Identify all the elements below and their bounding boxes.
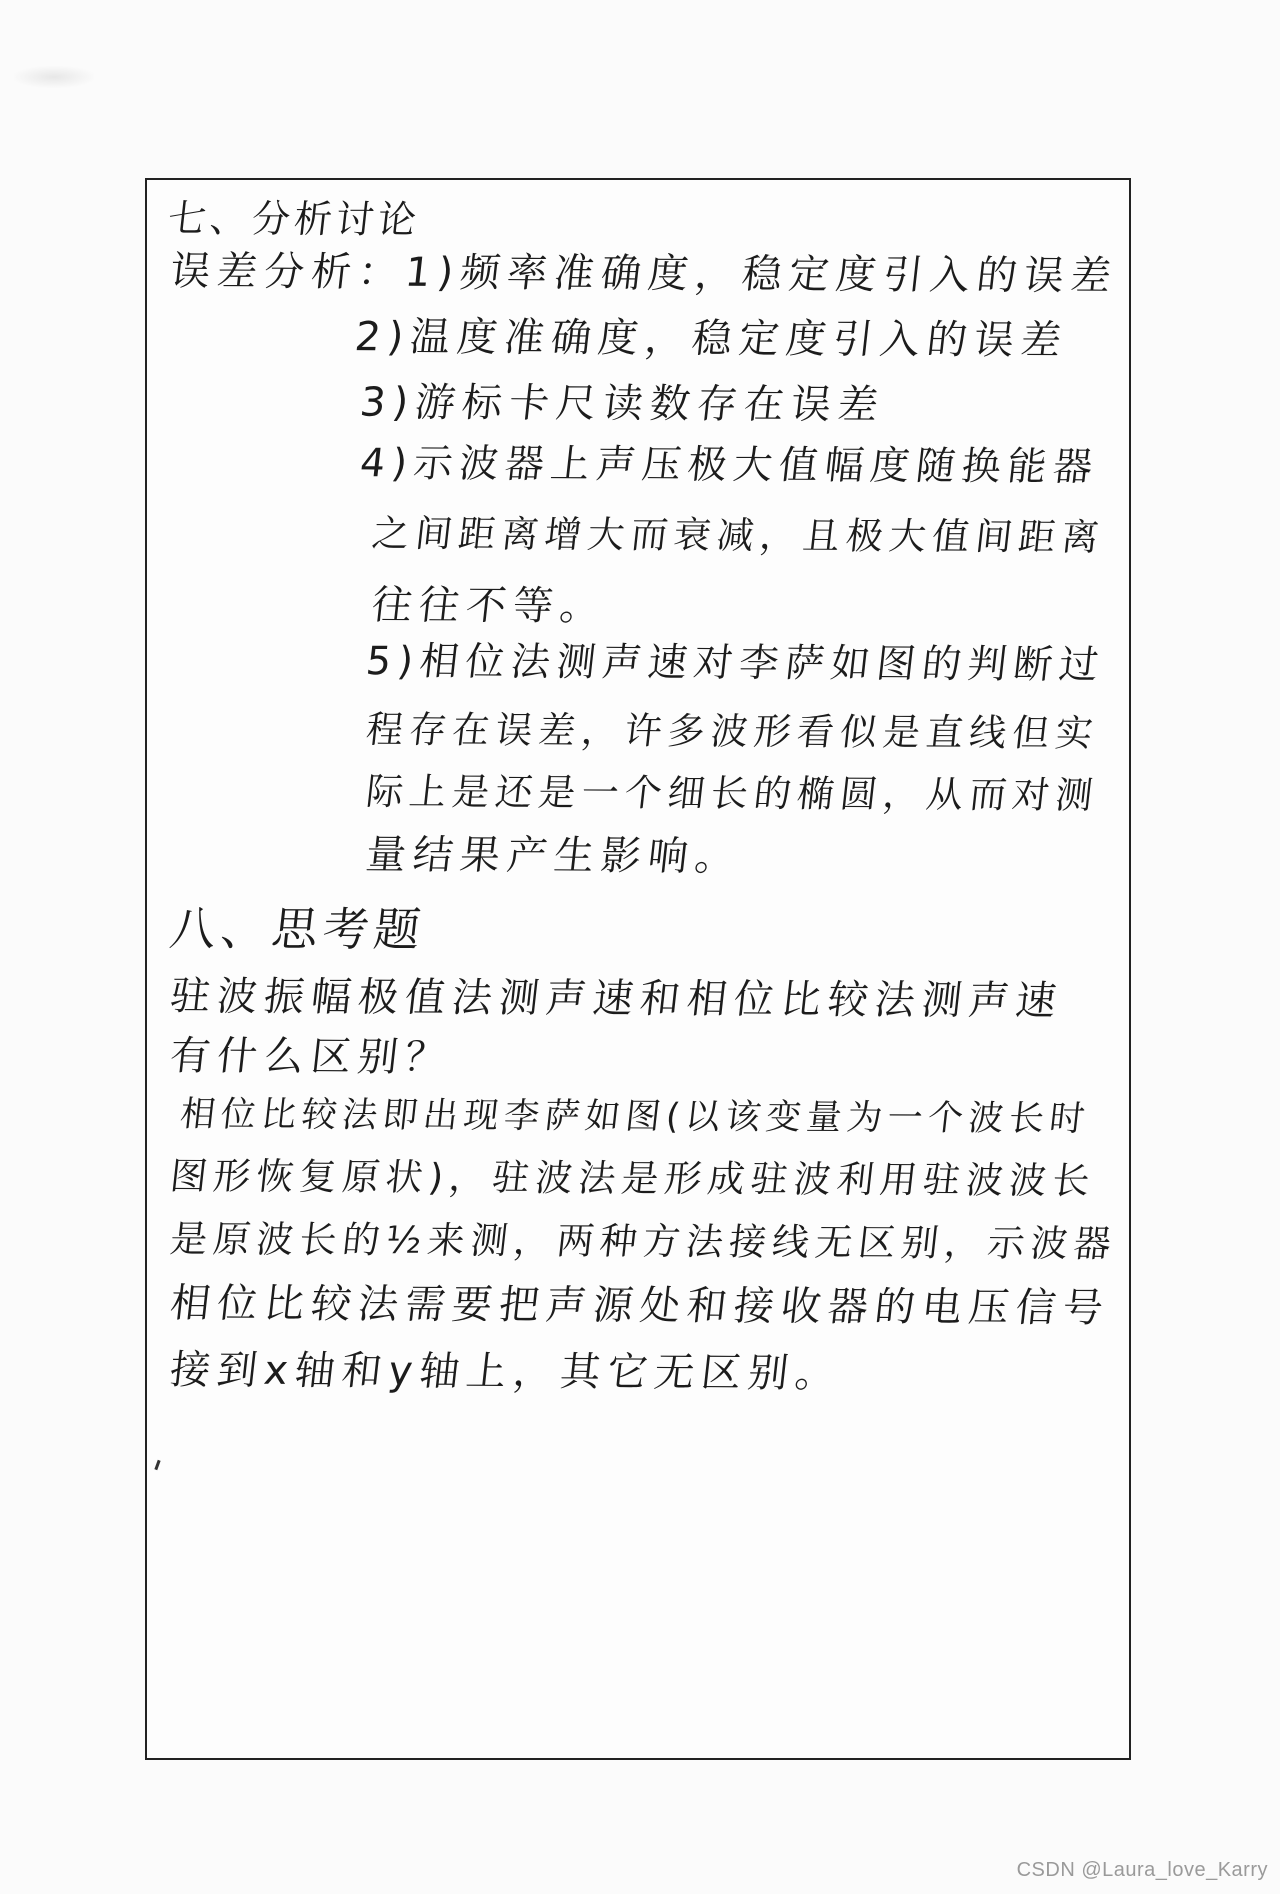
- question-line-2: 有什么区别？: [167, 1033, 455, 1081]
- answer-line-3: 是原波长的½来测，两种方法接线无区别，示波器: [167, 1217, 1120, 1266]
- error-analysis-item-3: 3)游标卡尺读数存在误差: [357, 379, 888, 429]
- error-analysis-item-5-cont-1: 程存在误差，许多波形看似是直线但实: [363, 708, 1101, 755]
- error-analysis-item-4-cont-2: 往往不等。: [369, 582, 610, 630]
- answer-line-4: 相位比较法需要把声源处和接收器的电压信号: [167, 1280, 1113, 1332]
- answer-line-2: 图形恢复原状)，驻波法是形成驻波利用驻波波长: [167, 1154, 1098, 1203]
- error-analysis-item-5: 5)相位法测声速对李萨如图的判断过: [363, 639, 1108, 688]
- error-analysis-item-5-cont-3: 量结果产生影响。: [363, 832, 745, 880]
- section-8-heading: 八、思考题: [167, 901, 428, 957]
- answer-line-5: 接到x轴和y轴上，其它无区别。: [167, 1347, 845, 1397]
- watermark: CSDN @Laura_love_Karry: [1016, 1859, 1268, 1881]
- scan-smudge: [14, 66, 94, 88]
- error-analysis-item-5-cont-2: 际上是还是一个细长的椭圆，从而对测: [363, 770, 1101, 817]
- error-analysis-item-1: 误差分析：1)频率准确度，稳定度引入的误差: [167, 248, 1121, 300]
- error-analysis-item-4: 4)示波器上声压极大值幅度随换能器: [357, 441, 1102, 490]
- error-analysis-item-4-cont-1: 之间距离增大而衰减，且极大值间距离: [369, 512, 1107, 559]
- error-analysis-item-2: 2)温度准确度，稳定度引入的误差: [352, 314, 1071, 364]
- answer-line-1: 相位比较法即出现李萨如图(以该变量为一个波长时: [178, 1094, 1093, 1140]
- question-line-1: 驻波振幅极值法测声速和相位比较法测声速: [167, 973, 1066, 1025]
- section-7-heading: 七、分析讨论: [165, 196, 423, 242]
